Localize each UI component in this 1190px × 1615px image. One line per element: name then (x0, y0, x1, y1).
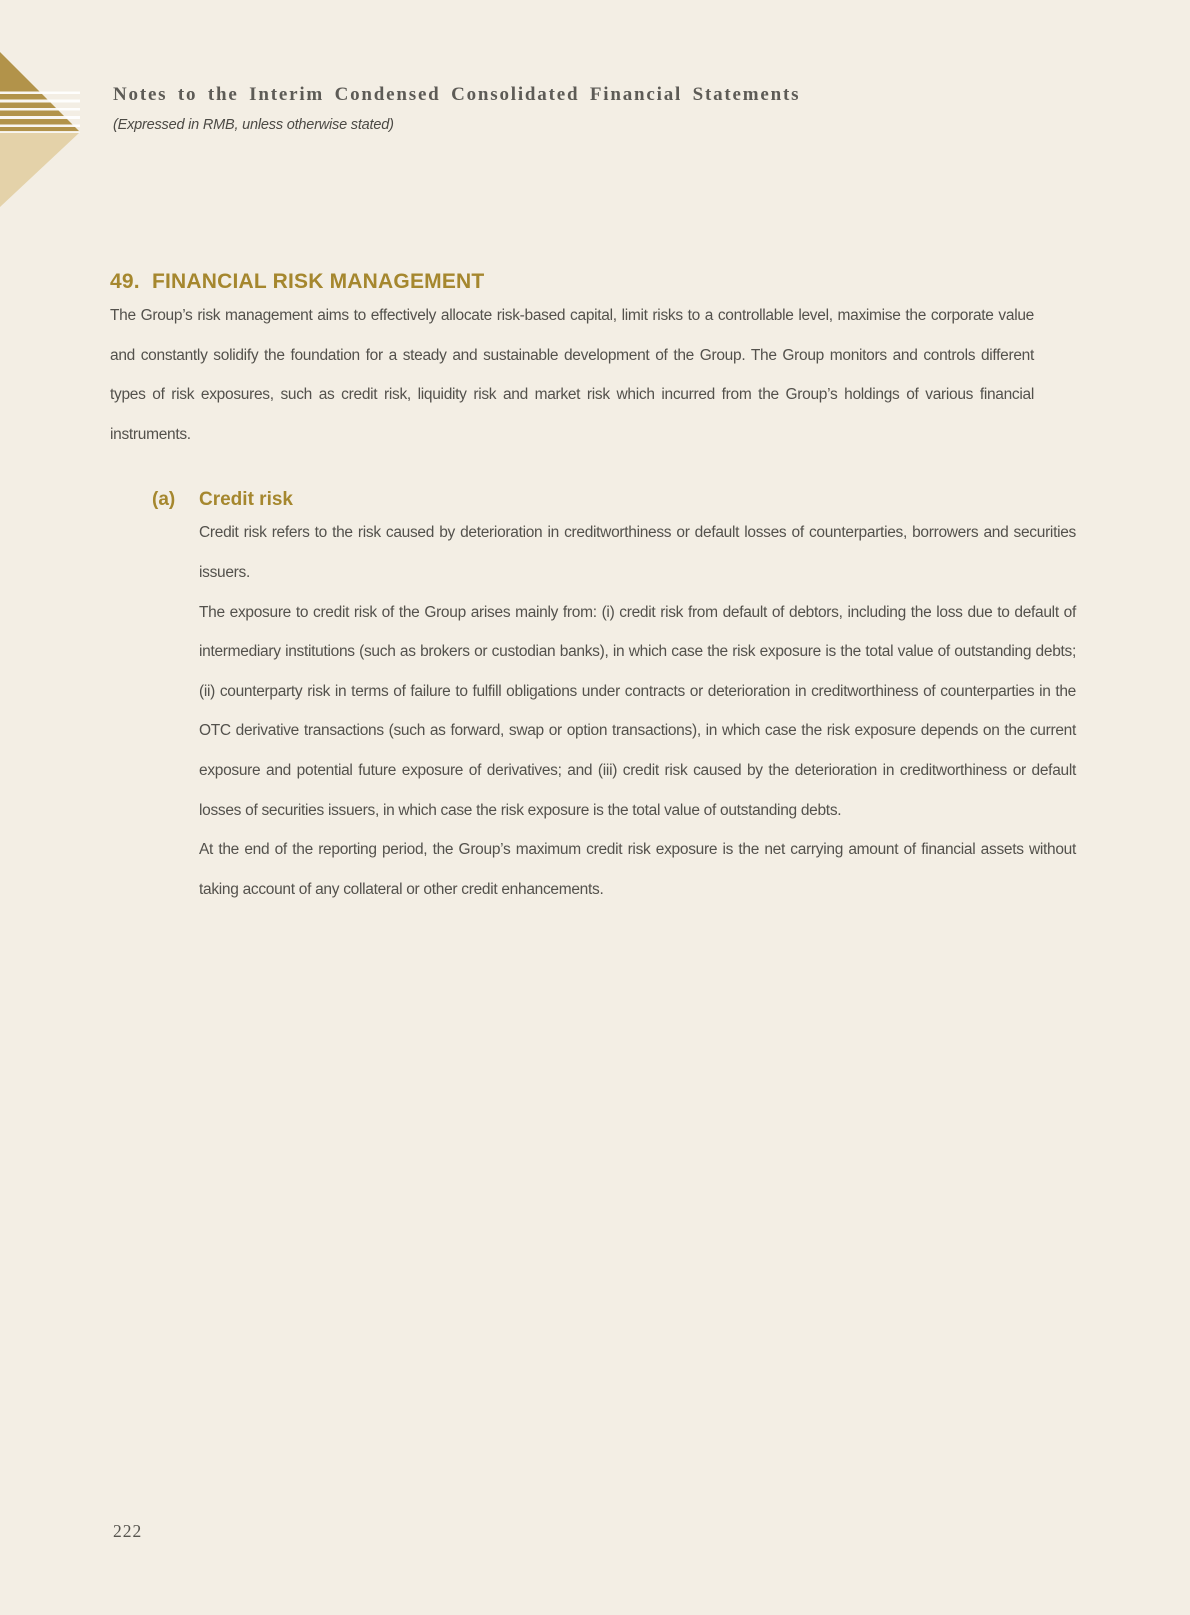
credit-risk-paragraph-2: The exposure to credit risk of the Group arises mainly from: (i) credit risk from default of debtors, including the loss due to default of intermediary institutions (such as brokers or custodian banks), in which case the risk exposure is the total value of outstanding debts; (ii) counterparty risk in terms of failure to fulfill obligations under contracts or deterioration in creditworthiness of counterparties in the OTC derivative transactions (such as forward, swap or option transactions), in which case the risk exposure depends on the current exposure and potential future exposure of derivatives; and (iii) credit risk caused by the deterioration in creditworthiness or default losses of securities issuers, in which case the risk exposure is the total value of outstanding debts. (199, 603, 1076, 819)
section-title: FINANCIAL RISK MANAGEMENT (152, 270, 485, 293)
subsection-title: Credit risk (199, 489, 293, 511)
credit-risk-paragraph-1: Credit risk refers to the risk caused by deterioration in creditworthiness or default losses of counterparties, borrowers and securities issuers. (199, 524, 1076, 581)
subsection-label: (a) (152, 489, 176, 511)
main-content (110, 268, 1076, 909)
page-number: 222 (113, 1521, 143, 1541)
logo-triangle-light (0, 133, 79, 207)
section-intro-paragraph: The Group’s risk management aims to effectively allocate risk-based capital, limit risks to a controllable level, maximise the corporate value and constantly solidify the foundation for a steady and sustainable development of the Group. The Group monitors and controls different types of risk exposures, such as credit risk, liquidity risk and market risk which incurred from the Group’s holdings of various financial instruments. (110, 307, 1034, 443)
credit-risk-paragraph-3: At the end of the reporting period, the Group’s maximum credit risk exposure is the net carrying amount of financial assets without taking account of any collateral or other credit enhancements. (199, 841, 1076, 898)
section-heading (110, 268, 1076, 296)
document-subtitle: (Expressed in RMB, unless otherwise stated) (113, 117, 394, 133)
subsection-heading (152, 487, 1076, 513)
page-footer (113, 1521, 142, 1542)
document-title: Notes to the Interim Condensed Consolidated Financial Statements (113, 84, 801, 105)
section-number: 49. (110, 270, 140, 293)
logo-stripes (0, 86, 80, 133)
document-header (113, 84, 1093, 133)
